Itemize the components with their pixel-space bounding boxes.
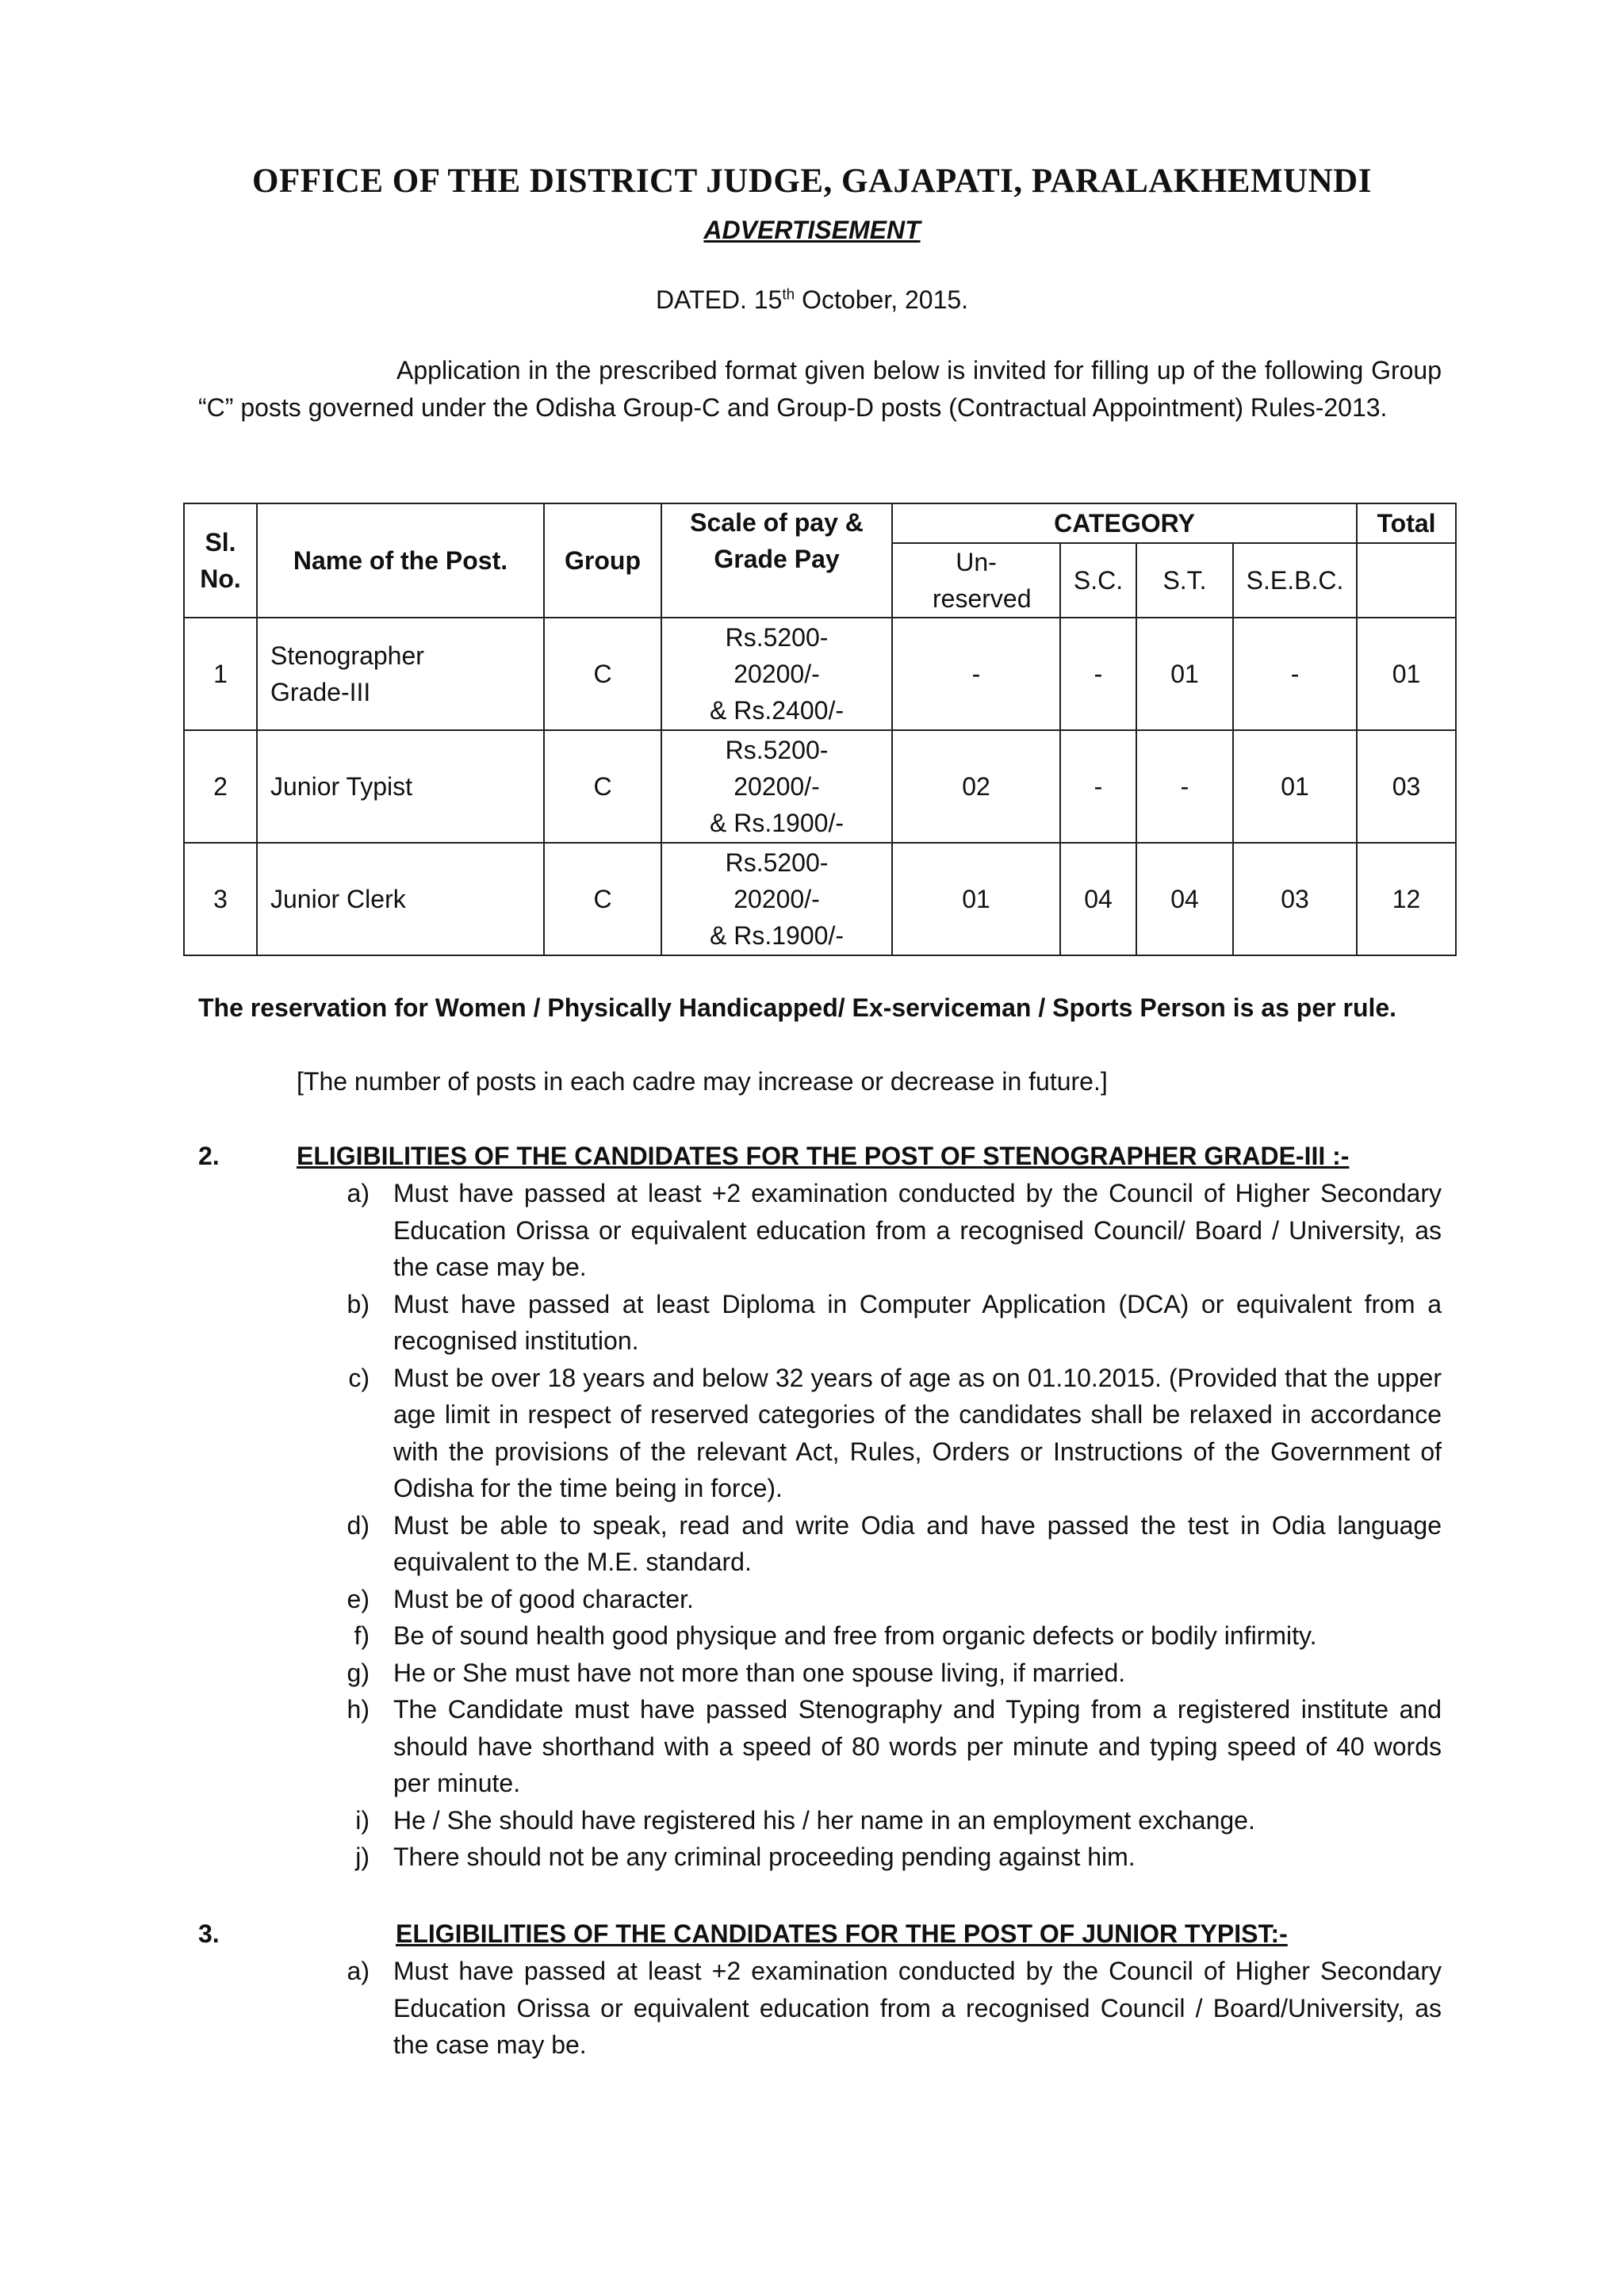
item-label: j) [355,1843,370,1871]
scale-line: & Rs.1900/- [710,921,844,950]
table-row [184,618,1456,730]
header-category: CATEGORY [892,503,1357,543]
header-scale: Scale of pay & Grade Pay [661,503,892,618]
scale-line: 20200/- [733,885,820,913]
item-label: c) [348,1363,370,1392]
list-item [343,1691,1442,1802]
item-text: Must be able to speak, read and write Odia and have passed the test in Odia language equivalent to the M.E. standard. [393,1510,1442,1576]
header-total: Total [1357,503,1456,543]
item-label: d) [347,1510,370,1540]
scale-line: & Rs.1900/- [710,809,844,837]
list-item [343,1839,1442,1876]
item-label: a) [347,1957,370,1985]
cadre-note: [The number of posts in each cadre may increase or decrease in future.] [297,1067,1108,1096]
section-2-number: 2. [198,1142,220,1170]
list-item [343,1655,1442,1692]
page-subtitle: ADVERTISEMENT [703,216,921,244]
cell-post: Junior Clerk [257,843,544,955]
cell-st: 01 [1136,618,1233,730]
header-st: S.T. [1136,543,1233,618]
item-text: Be of sound health good physique and free from organic defects or bodily infirmity. [393,1621,1317,1650]
item-text: Must be of good character. [393,1584,694,1613]
header-sc: S.C. [1060,543,1136,618]
cell-group: C [544,843,661,955]
header-unreserved: Un-reserved [892,543,1060,618]
cell-scale [661,843,892,955]
page-title: OFFICE OF THE DISTRICT JUDGE, GAJAPATI, PARALAKHEMUNDI [252,163,1372,200]
list-item [343,1360,1442,1507]
item-label: h) [347,1695,370,1724]
item-text: Must be over 18 years and below 32 years of age as on 01.10.2015. (Provided that the upper age limit in respect of reserved categories of the candidates shall be relaxed in accordance with the provisions of the relevant Act, Rules, Orders or Instructions of the Government of Odisha for the time being in force). [393,1363,1442,1502]
cell-sc: - [1060,618,1136,730]
section-2-heading [297,1138,1349,1174]
item-label: a) [347,1179,370,1207]
cell-sc: - [1060,730,1136,843]
item-text: Must have passed at least +2 examination conducted by the Council of Higher Secondary Education Orissa or equivalent education from a recognised Council/ Board / University, as the case may be. [393,1179,1442,1281]
date-suffix: October, 2015. [795,285,969,314]
cell-total: 12 [1357,843,1456,955]
section-2-heading-part2: STENOGRAPHER GRADE-III :- [982,1142,1350,1170]
cell-sl: 1 [184,618,257,730]
cell-post: Stenographer Grade-III [257,618,544,730]
section-3-list [343,1953,1442,2064]
reservation-note: The reservation for Women / Physically Handicapped/ Ex-serviceman / Sports Person is as per rule. [198,993,1397,1022]
item-label: e) [347,1584,370,1613]
item-label: i) [355,1805,370,1835]
section-3-number: 3. [198,1919,220,1948]
item-text: There should not be any criminal proceeding pending against him. [393,1843,1136,1871]
posts-table [183,503,1457,956]
scale-line: & Rs.2400/- [710,696,844,725]
list-item [343,1175,1442,1286]
cell-post: Junior Typist [257,730,544,843]
list-item [343,1286,1442,1360]
item-label: f) [354,1621,370,1650]
cell-unreserved: 01 [892,843,1060,955]
cell-st: 04 [1136,843,1233,955]
item-label: b) [347,1289,370,1318]
scale-line: 20200/- [733,772,820,801]
item-text: He or She must have not more than one spouse living, if married. [393,1658,1126,1687]
list-item [343,1802,1442,1839]
date-prefix: DATED. 15 [655,285,783,314]
item-text: Must have passed at least +2 examination conducted by the Council of Higher Secondary Education Orissa or equivalent education from a recognised Council / Board/University, as the case may be. [393,1957,1442,2059]
cell-sl: 2 [184,730,257,843]
item-text: Must have passed at least Diploma in Computer Application (DCA) or equivalent from a recognised institution. [393,1289,1442,1355]
cell-sebc: 01 [1233,730,1357,843]
section-2-list [343,1175,1442,1876]
cell-total: 01 [1357,618,1456,730]
cell-st: - [1136,730,1233,843]
cell-sc: 04 [1060,843,1136,955]
header-sl-no: Sl. No. [184,503,257,618]
cell-sl: 3 [184,843,257,955]
cell-unreserved: - [892,618,1060,730]
cell-sebc: 03 [1233,843,1357,955]
table-row [184,730,1456,843]
header-total-blank [1357,543,1456,618]
scale-line: 20200/- [733,660,820,688]
cell-unreserved: 02 [892,730,1060,843]
header-post: Name of the Post. [257,503,544,618]
intro-paragraph: Application in the prescribed format given below is invited for filling up of the following Group “C” posts governed under the Odisha Group-C and Group-D posts (Contractual Appointment) Rules-2013. [198,356,1442,422]
header-group: Group [544,503,661,618]
section-3-heading-text: ELIGIBILITIES OF THE CANDIDATES FOR THE POST OF JUNIOR TYPIST:- [396,1919,1288,1948]
scale-line: Rs.5200- [725,736,829,764]
cell-sebc: - [1233,618,1357,730]
date-line [0,285,1624,315]
item-text: The Candidate must have passed Stenography and Typing from a registered institute and should have shorthand with a speed of 80 words per minute and typing speed of 40 words per minute. [393,1695,1442,1797]
list-item [343,1581,1442,1618]
header-sebc: S.E.B.C. [1233,543,1357,618]
list-item [343,1953,1442,2064]
cell-scale [661,618,892,730]
table-row [184,843,1456,955]
item-text: He / She should have registered his / her name in an employment exchange. [393,1805,1255,1835]
cell-scale [661,730,892,843]
section-3-heading [396,1915,1288,1952]
section-2-heading-part1: ELIGIBILITIES OF THE CANDIDATES FOR THE POST OF [297,1142,983,1170]
cell-group: C [544,730,661,843]
item-label: g) [347,1658,370,1687]
scale-line: Rs.5200- [725,848,829,877]
list-item [343,1617,1442,1655]
list-item [343,1507,1442,1581]
date-superscript: th [782,286,795,304]
cell-group: C [544,618,661,730]
scale-line: Rs.5200- [725,623,829,652]
cell-total: 03 [1357,730,1456,843]
